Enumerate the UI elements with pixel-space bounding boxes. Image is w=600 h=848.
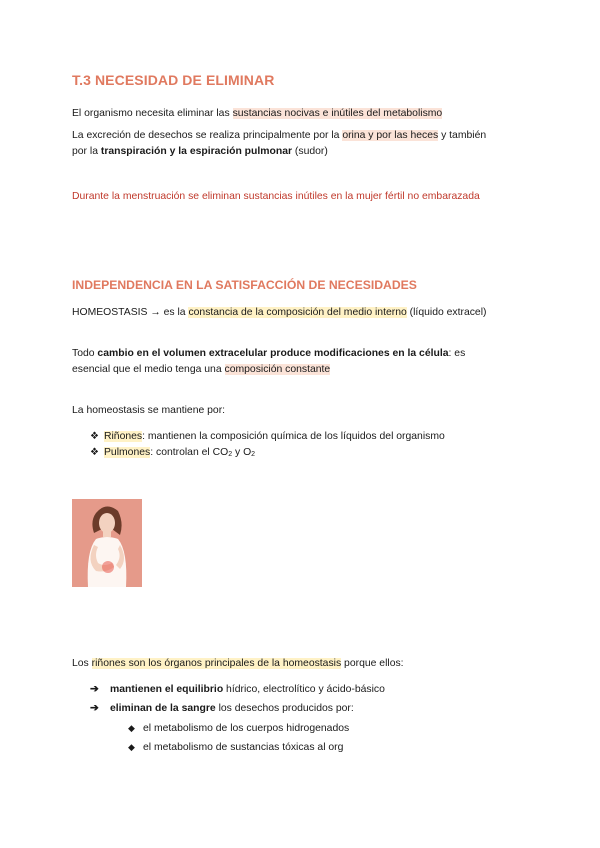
equilibrio-text: hídrico, electrolítico y ácido-básico xyxy=(223,684,385,695)
sub-item-toxicas xyxy=(128,739,343,756)
sub-item-text: el metabolismo de los cuerpos hidrogenados xyxy=(143,723,350,734)
highlight-composicion: composición constante xyxy=(224,364,331,375)
highlight-constancia: constancia de la composición del medio interno xyxy=(188,307,407,318)
pulmones-description: : controlan el CO xyxy=(150,447,229,458)
intro-paragraph-1 xyxy=(72,106,532,122)
arrow-item-equilibrio xyxy=(90,682,385,698)
diamond-icon: ◆ xyxy=(128,742,135,752)
homeostasis-definition xyxy=(72,305,532,321)
diamond-bullet-icon: ❖ xyxy=(90,447,99,458)
porque-text: porque ellos: xyxy=(341,658,404,669)
sub-item-text: el metabolismo de sustancias tóxicas al org xyxy=(143,742,344,753)
illustration-svg xyxy=(72,499,142,587)
sudor-text: (sudor) xyxy=(292,146,328,157)
list-item-rinones xyxy=(90,429,445,445)
arrow-icon: ➔ xyxy=(90,703,99,714)
highlight-sustancias: sustancias nocivas e inútiles del metabolismo xyxy=(232,108,443,119)
kidneys-paragraph xyxy=(72,656,532,672)
liquido-text: (líquido extracel) xyxy=(406,307,487,318)
subscript: 2 xyxy=(251,451,256,458)
intro-text: El organismo necesita eliminar las xyxy=(72,108,233,119)
excretion-line2: por la xyxy=(72,146,101,157)
esencial-text: esencial que el medio tenga una xyxy=(72,364,225,375)
menstruation-note: Durante la menstruación se eliminan sustancias inútiles en la mujer fértil no embarazada xyxy=(72,191,480,202)
intro-paragraph-2 xyxy=(72,128,532,160)
homeostasis-label: HOMEOSTASIS → es la xyxy=(72,307,189,318)
term-pulmones: Pulmones xyxy=(104,447,151,458)
woman-abdominal-pain-illustration xyxy=(72,499,142,587)
highlight-orina: orina y por las heces xyxy=(342,130,439,141)
bold-equilibrio: mantienen el equilibrio xyxy=(110,684,224,695)
list-item-pulmones xyxy=(90,445,255,463)
bold-cambio: cambio en el volumen extracelular produce modificaciones en la célula xyxy=(97,348,449,359)
term-rinones: Riñones xyxy=(104,431,143,442)
subscript: 2 xyxy=(228,451,233,458)
diamond-bullet-icon: ❖ xyxy=(90,431,99,442)
homeostasis-maintained: La homeostasis se mantiene por: xyxy=(72,405,226,416)
bold-transpiracion: transpiración y la espiración pulmonar xyxy=(100,146,293,157)
arrow-item-eliminan xyxy=(90,701,354,717)
highlight-rinones-organos: riñones son los órganos principales de la homeostasis xyxy=(91,658,342,669)
eliminan-text: los desechos producidos por: xyxy=(215,703,354,714)
es-text: : es xyxy=(448,348,466,359)
los-text: Los xyxy=(72,658,92,669)
section-title-independencia: INDEPENDENCIA EN LA SATISFACCIÓN DE NECESIDADES xyxy=(72,278,417,292)
excretion-text-mid: y también xyxy=(438,130,487,141)
sub-item-hidrogenados xyxy=(128,720,349,737)
bold-eliminan: eliminan de la sangre xyxy=(110,703,216,714)
page-title: T.3 NECESIDAD DE ELIMINAR xyxy=(72,72,275,88)
todo-text: Todo xyxy=(72,348,98,359)
rinones-description: : mantienen la composición química de los líquidos del organismo xyxy=(142,431,445,442)
diamond-icon: ◆ xyxy=(128,723,135,733)
arrow-icon: ➔ xyxy=(90,684,99,695)
todo-cambio-paragraph xyxy=(72,346,532,378)
excretion-text: La excreción de desechos se realiza principalmente por la xyxy=(72,130,343,141)
pulmones-mid: y O xyxy=(232,447,252,458)
